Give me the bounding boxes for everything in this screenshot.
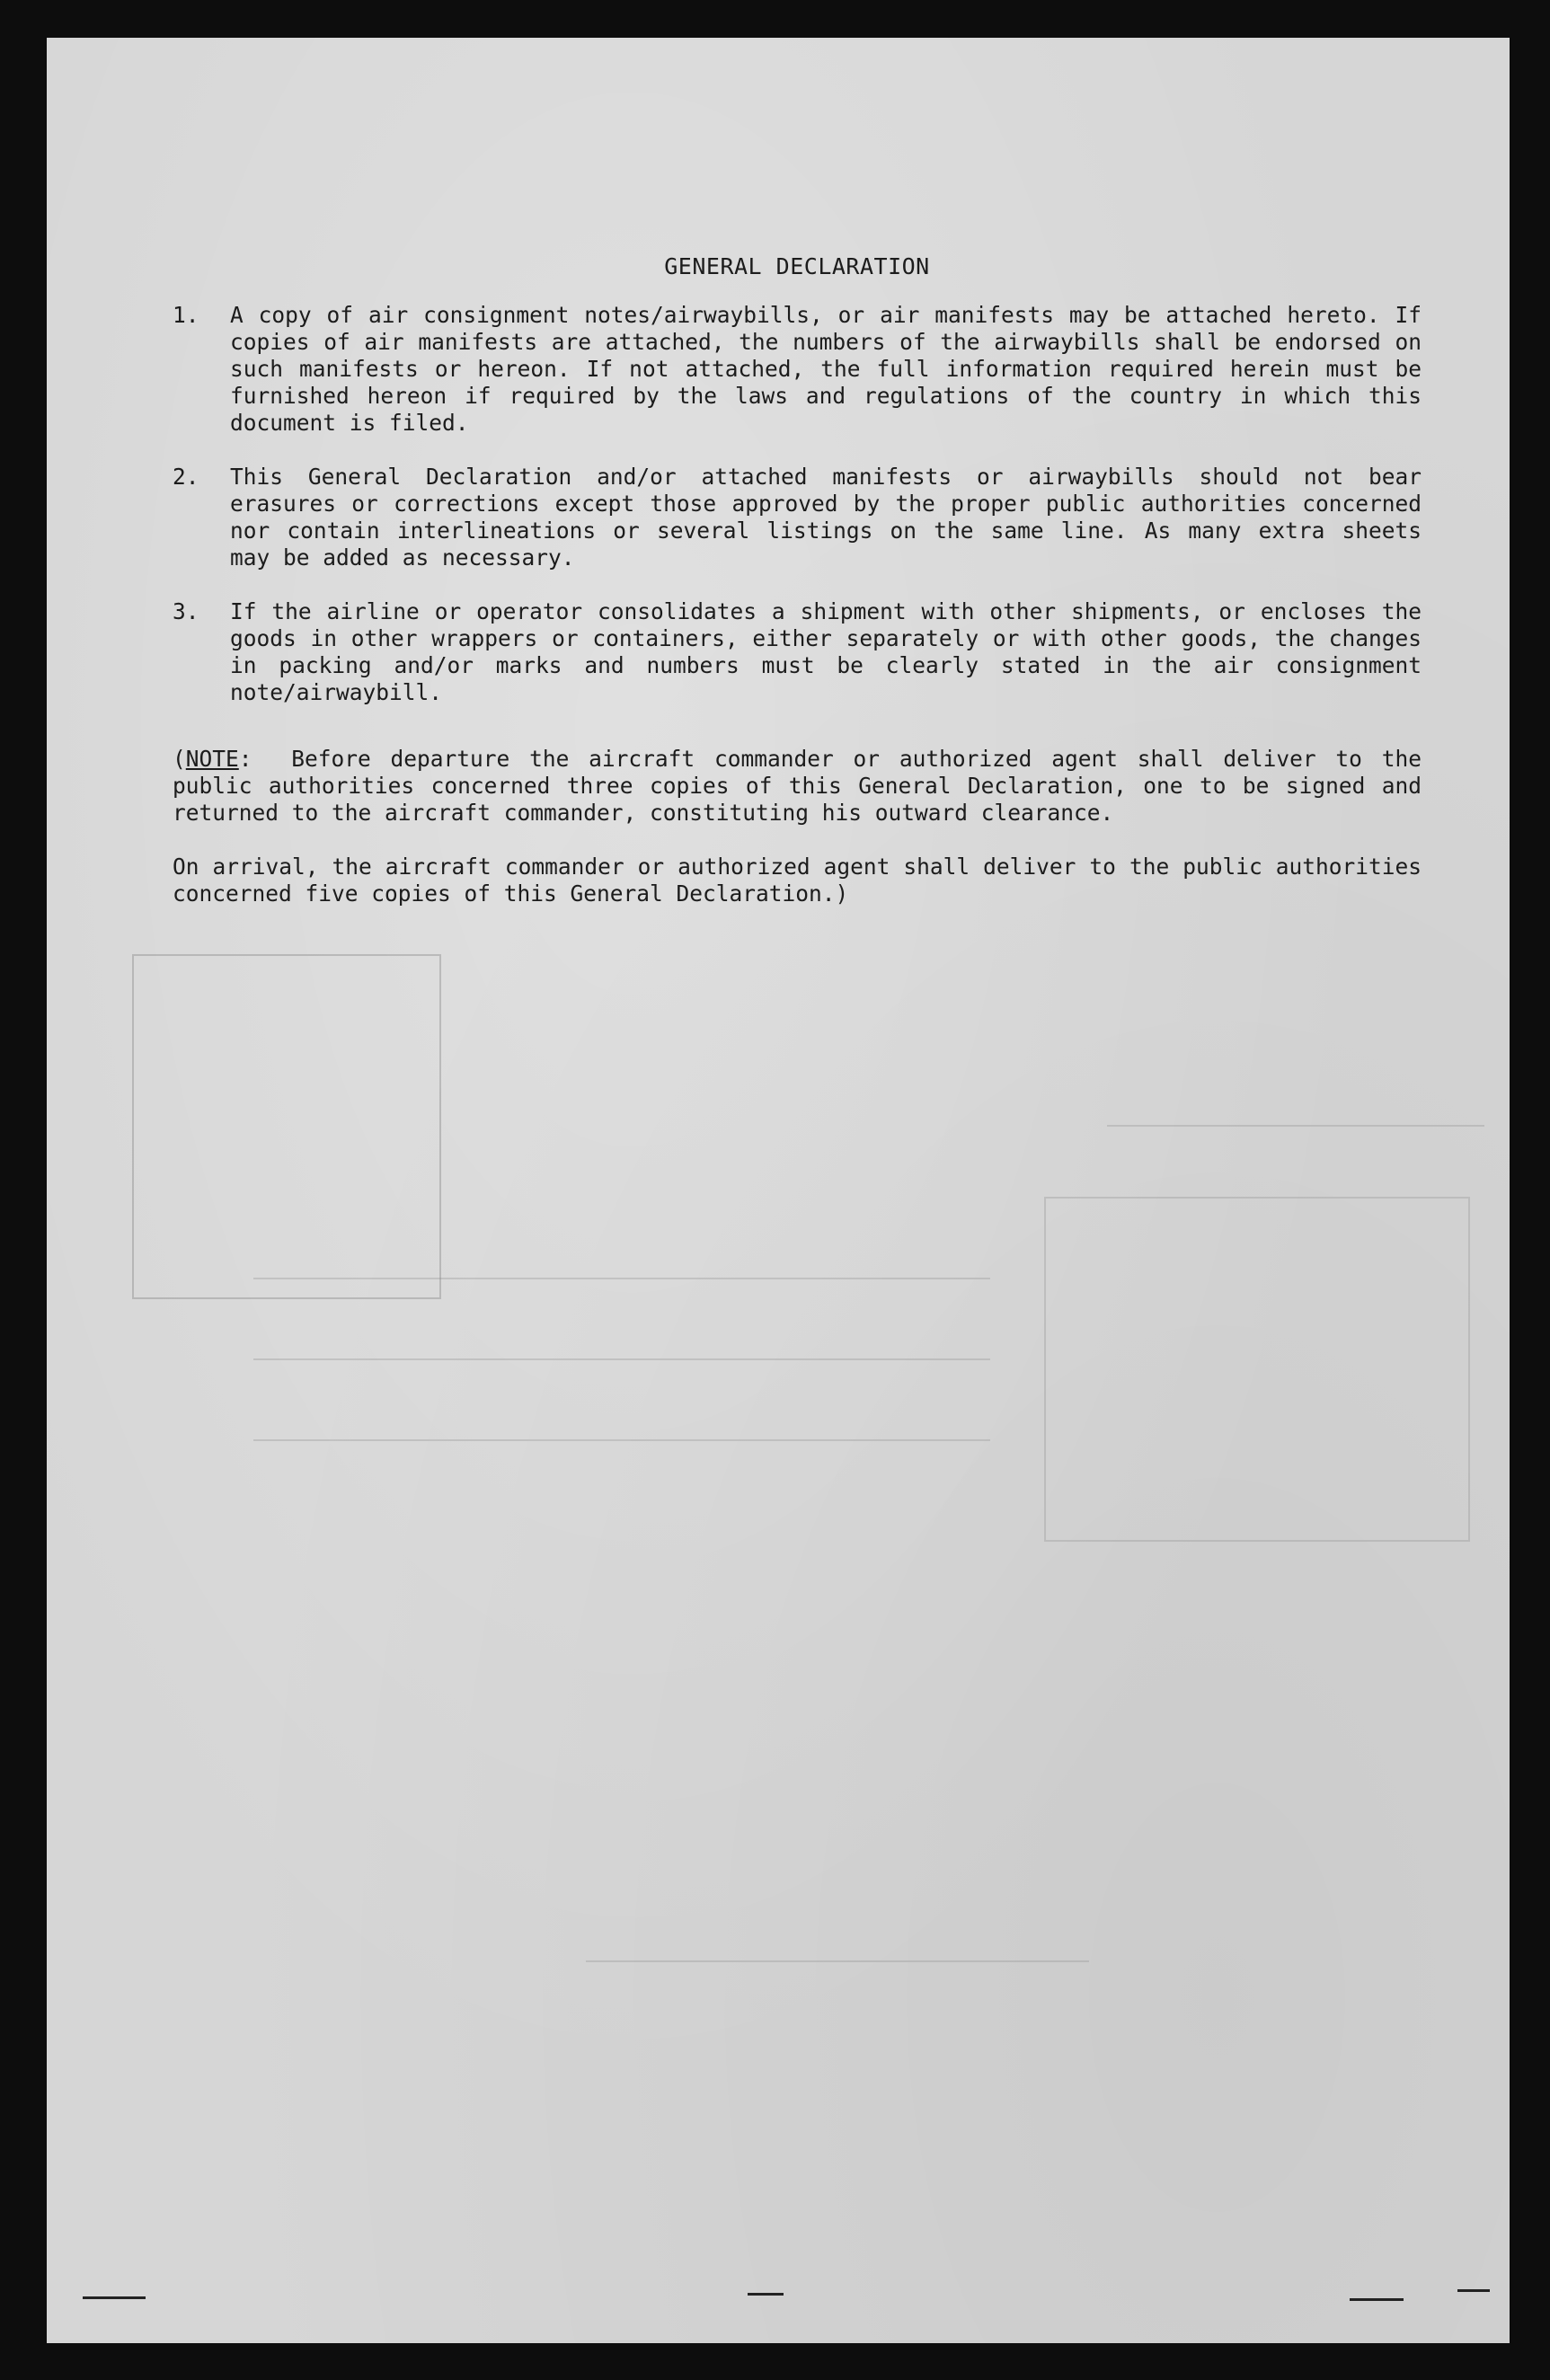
item-number: 2. [173, 464, 199, 490]
note-text: Before departure the aircraft commander or authorized agent shall deliver to the public authorities concerned three copies of this General Declaration, one to be signed and returned to the aircraft commander, constituting his outward clearance. [173, 746, 1422, 826]
item-text: If the airline or operator consolidates a shipment with other shipments, or encloses the goods in other wrappers or containers, either separately or with other goods, the changes in packing and/or marks and numbers must be clearly stated in the air consignment note/airwaybill. [230, 598, 1422, 705]
item-text: This General Declaration and/or attached manifests or airwaybills should not bear erasures or corrections except those approved by the proper public authorities concerned nor contain interlineations or several listings on the same line. As many extra sheets may be added as necessary. [230, 464, 1422, 571]
speck [1457, 2289, 1490, 2292]
bleed-through-line [253, 1278, 990, 1279]
arrival-paragraph: On arrival, the aircraft commander or authorized agent shall deliver to the public authorities concerned five copies of this General Declaration.) [173, 854, 1422, 907]
bleed-through-stamp [132, 954, 441, 1299]
declaration-content [173, 253, 1422, 907]
document-title: GENERAL DECLARATION [664, 253, 930, 279]
item-number: 3. [173, 598, 199, 624]
declaration-item-3 [173, 598, 1422, 706]
bleed-through-line [1107, 1125, 1484, 1127]
note-paragraph [173, 746, 1422, 827]
item-number: 1. [173, 302, 199, 328]
bleed-through-line [253, 1439, 990, 1441]
note-open-paren: ( [173, 746, 186, 772]
item-text: A copy of air consignment notes/airwaybills, or air manifests may be attached hereto. If copies of air manifests are attached, the numbers of the airwaybills shall be endorsed on such manifests or hereon. If not attached, the full information required herein must be furnished hereon if required by the laws and regulations of the country in which this document is filed. [230, 302, 1422, 436]
speck [748, 2293, 784, 2296]
document-page [47, 38, 1510, 2343]
bleed-through-line [253, 1358, 990, 1360]
bleed-through-line [586, 1960, 1089, 1962]
declaration-item-2 [173, 464, 1422, 571]
speck [1350, 2298, 1404, 2301]
declaration-item-1 [173, 302, 1422, 437]
note-label: NOTE [185, 746, 239, 772]
speck [83, 2296, 146, 2299]
bleed-through-box [1044, 1197, 1470, 1542]
scan-specks [47, 2280, 1510, 2316]
note-colon: : [238, 746, 252, 772]
